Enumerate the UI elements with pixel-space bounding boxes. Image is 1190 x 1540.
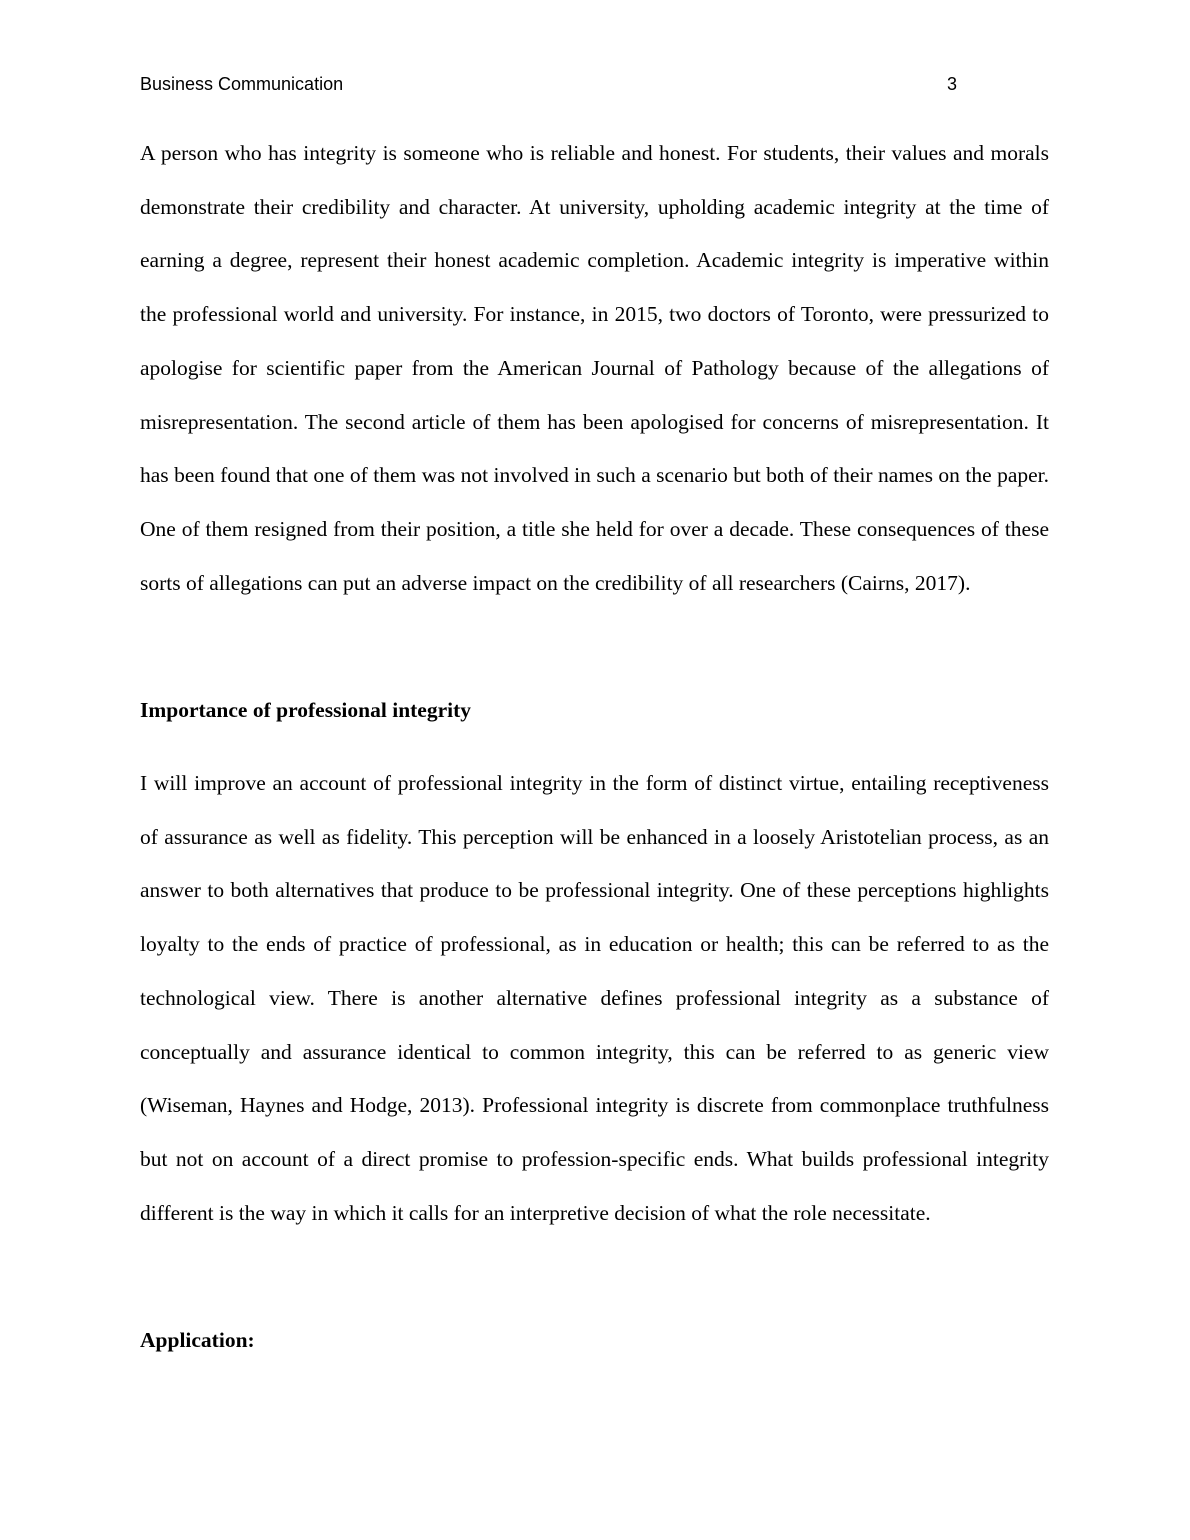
section-heading-application: Application: (140, 1328, 255, 1352)
paragraph-professional-integrity: I will improve an account of professional integrity in the form of distinct virtue, entailing receptiveness of assurance as well as fidelity. This perception will be enhanced in a loosely Aristotelian process, as an answer to both alternatives that produce to be professional integrity. One of these perceptions highlights loyalty to the ends of practice of professional, as in education or health; this can be referred to as the technological view. There is another alternative defines professional integrity as a substance of conceptually and assurance identical to common integrity, this can be referred to as generic view (Wiseman, Haynes and Hodge, 2013). Professional integrity is discrete from commonplace truthfulness but not on account of a direct promise to profession-specific ends. What builds professional integrity different is the way in which it calls for an interpretive decision of what the role necessitate. (140, 771, 1049, 1225)
running-head-title: Business Communication (140, 74, 344, 94)
page-header (140, 70, 960, 98)
paragraph-academic-integrity: A person who has integrity is someone who is reliable and honest. For students, their values and morals demonstrate their credibility and character. At university, upholding academic integrity at the time of earning a degree, represent their honest academic completion. Academic integrity is imperative within the professional world and university. For instance, in 2015, two doctors of Toronto, were pressurized to apologise for scientific paper from the American Journal of Pathology because of the allegations of misrepresentation. The second article of them has been apologised for concerns of misrepresentation. It has been found that one of them was not involved in such a scenario but both of their names on the paper. One of them resigned from their position, a title she held for over a decade. These consequences of these sorts of allegations can put an adverse impact on the credibility of all researchers (Cairns, 2017). (140, 141, 1049, 595)
section-heading-importance: Importance of professional integrity (140, 698, 472, 722)
page-number: 3 (946, 74, 957, 94)
